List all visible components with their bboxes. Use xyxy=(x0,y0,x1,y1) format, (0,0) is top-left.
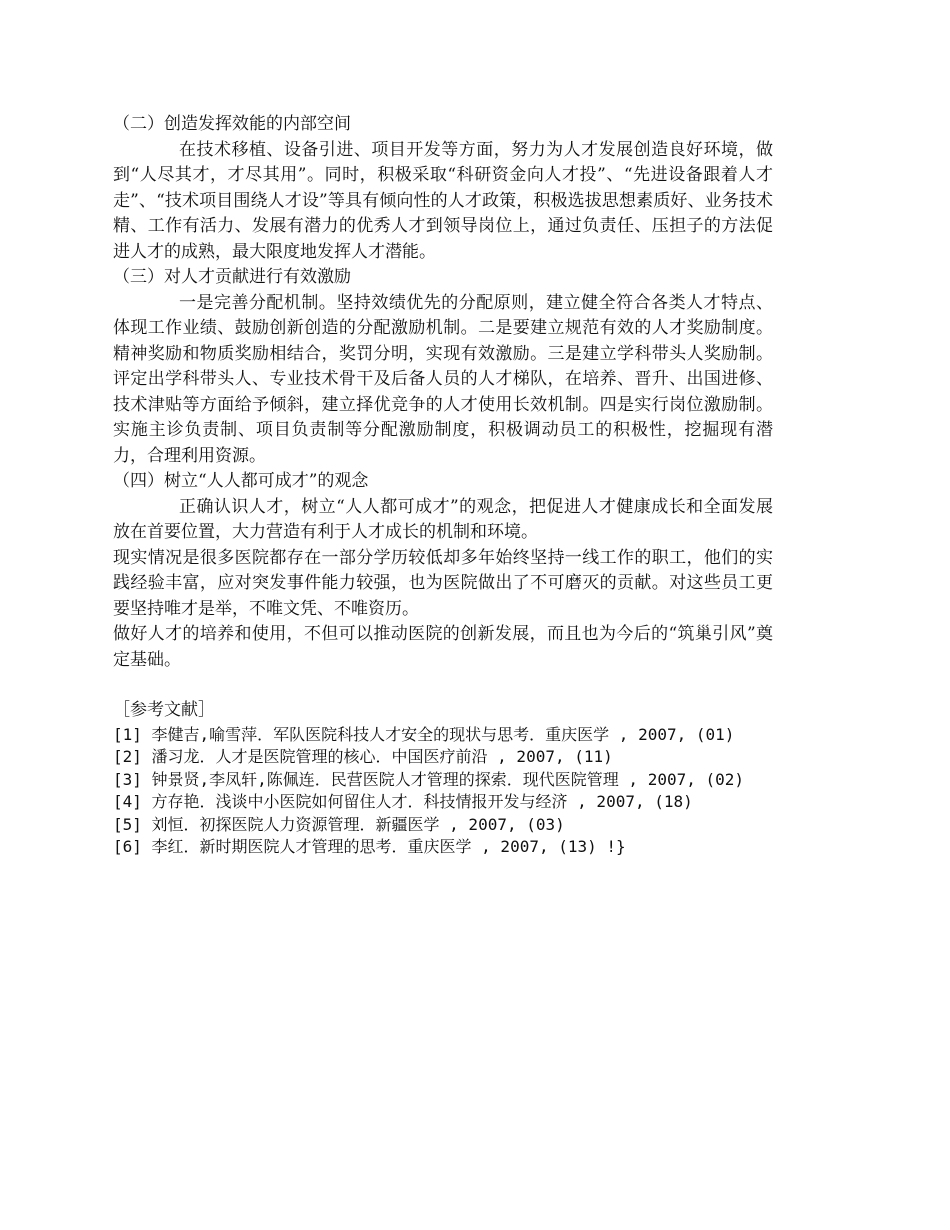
reference-item: [6] 李红．新时期医院人才管理的思考．重庆医学 , 2007, (13) !} xyxy=(113,837,626,856)
reference-item: [1] 李健吉,喻雪萍．军队医院科技人才安全的现状与思考．重庆医学 , 2007, (01) xyxy=(113,724,735,744)
references-list xyxy=(113,724,773,859)
paragraph: 现实情况是很多医院都存在一部分学历较低却多年始终坚持一线工作的职工，他们的实践经验丰富，应对突发事件能力较强，也为医院做出了不可磨灭的贡献。对这些员工更要坚持唯才是举，不唯文凭、不唯资历。 xyxy=(113,547,773,619)
paragraph: 做好人才的培养和使用，不但可以推动医院的创新发展，而且也为今后的“筑巢引风”奠定基础。 xyxy=(113,624,773,670)
section-heading: （三）对人才贡献进行有效激励 xyxy=(113,267,351,287)
reference-item: [4] 方存艳．浅谈中小医院如何留住人才．科技情报开发与经济 , 2007, (18) xyxy=(113,792,693,811)
section-heading: （二）创造发挥效能的内部空间 xyxy=(113,114,351,134)
section-3 xyxy=(113,265,773,469)
section-4 xyxy=(113,469,773,673)
section-heading: （四）树立“人人都可成才”的观念 xyxy=(113,471,369,491)
section-2 xyxy=(113,112,773,265)
reference-item: [3] 钟景贤,李凤轩,陈佩连．民营医院人才管理的探索．现代医院管理 , 2007, (02) xyxy=(113,769,745,789)
references-title: ［参考文献］ xyxy=(113,700,215,720)
paragraph: 正确认识人才，树立“人人都可成才”的观念，把促进人才健康成长和全面发展放在首要位置，大力营造有利于人才成长的机制和环境。 xyxy=(113,496,773,542)
references-section xyxy=(113,698,773,859)
paragraph: 在技术移植、设备引进、项目开发等方面，努力为人才发展创造良好环境，做到“人尽其才，才尽其用”。同时，积极采取“科研资金向人才投”、“先进设备跟着人才走”、“技术项目围绕人才设”等具有倾向性的人才政策，积极选拔思想素质好、业务技术精、工作有活力、发展有潜力的优秀人才到领导岗位上，通过负责任、压担子的方法促进人才的成熟，最大限度地发挥人才潜能。 xyxy=(113,139,773,262)
document-page xyxy=(113,112,773,859)
section-spacer xyxy=(113,673,773,698)
reference-item: [5] 刘恒．初探医院人力资源管理．新疆医学 , 2007, (03) xyxy=(113,814,565,834)
paragraph: 一是完善分配机制。坚持效绩优先的分配原则，建立健全符合各类人才特点、体现工作业绩、鼓励创新创造的分配激励机制。二是要建立规范有效的人才奖励制度。精神奖励和物质奖励相结合，奖罚分明，实现有效激励。三是建立学科带头人奖励制。评定出学科带头人、专业技术骨干及后备人员的人才梯队，在培养、晋升、出国进修、技术津贴等方面给予倾斜，建立择优竞争的人才使用长效机制。四是实行岗位激励制。实施主诊负责制、项目负责制等分配激励制度，积极调动员工的积极性，挖掘现有潜力，合理利用资源。 xyxy=(113,292,773,466)
reference-item: [2] 潘习龙．人才是医院管理的核心．中国医疗前沿 , 2007, (11) xyxy=(113,747,613,766)
